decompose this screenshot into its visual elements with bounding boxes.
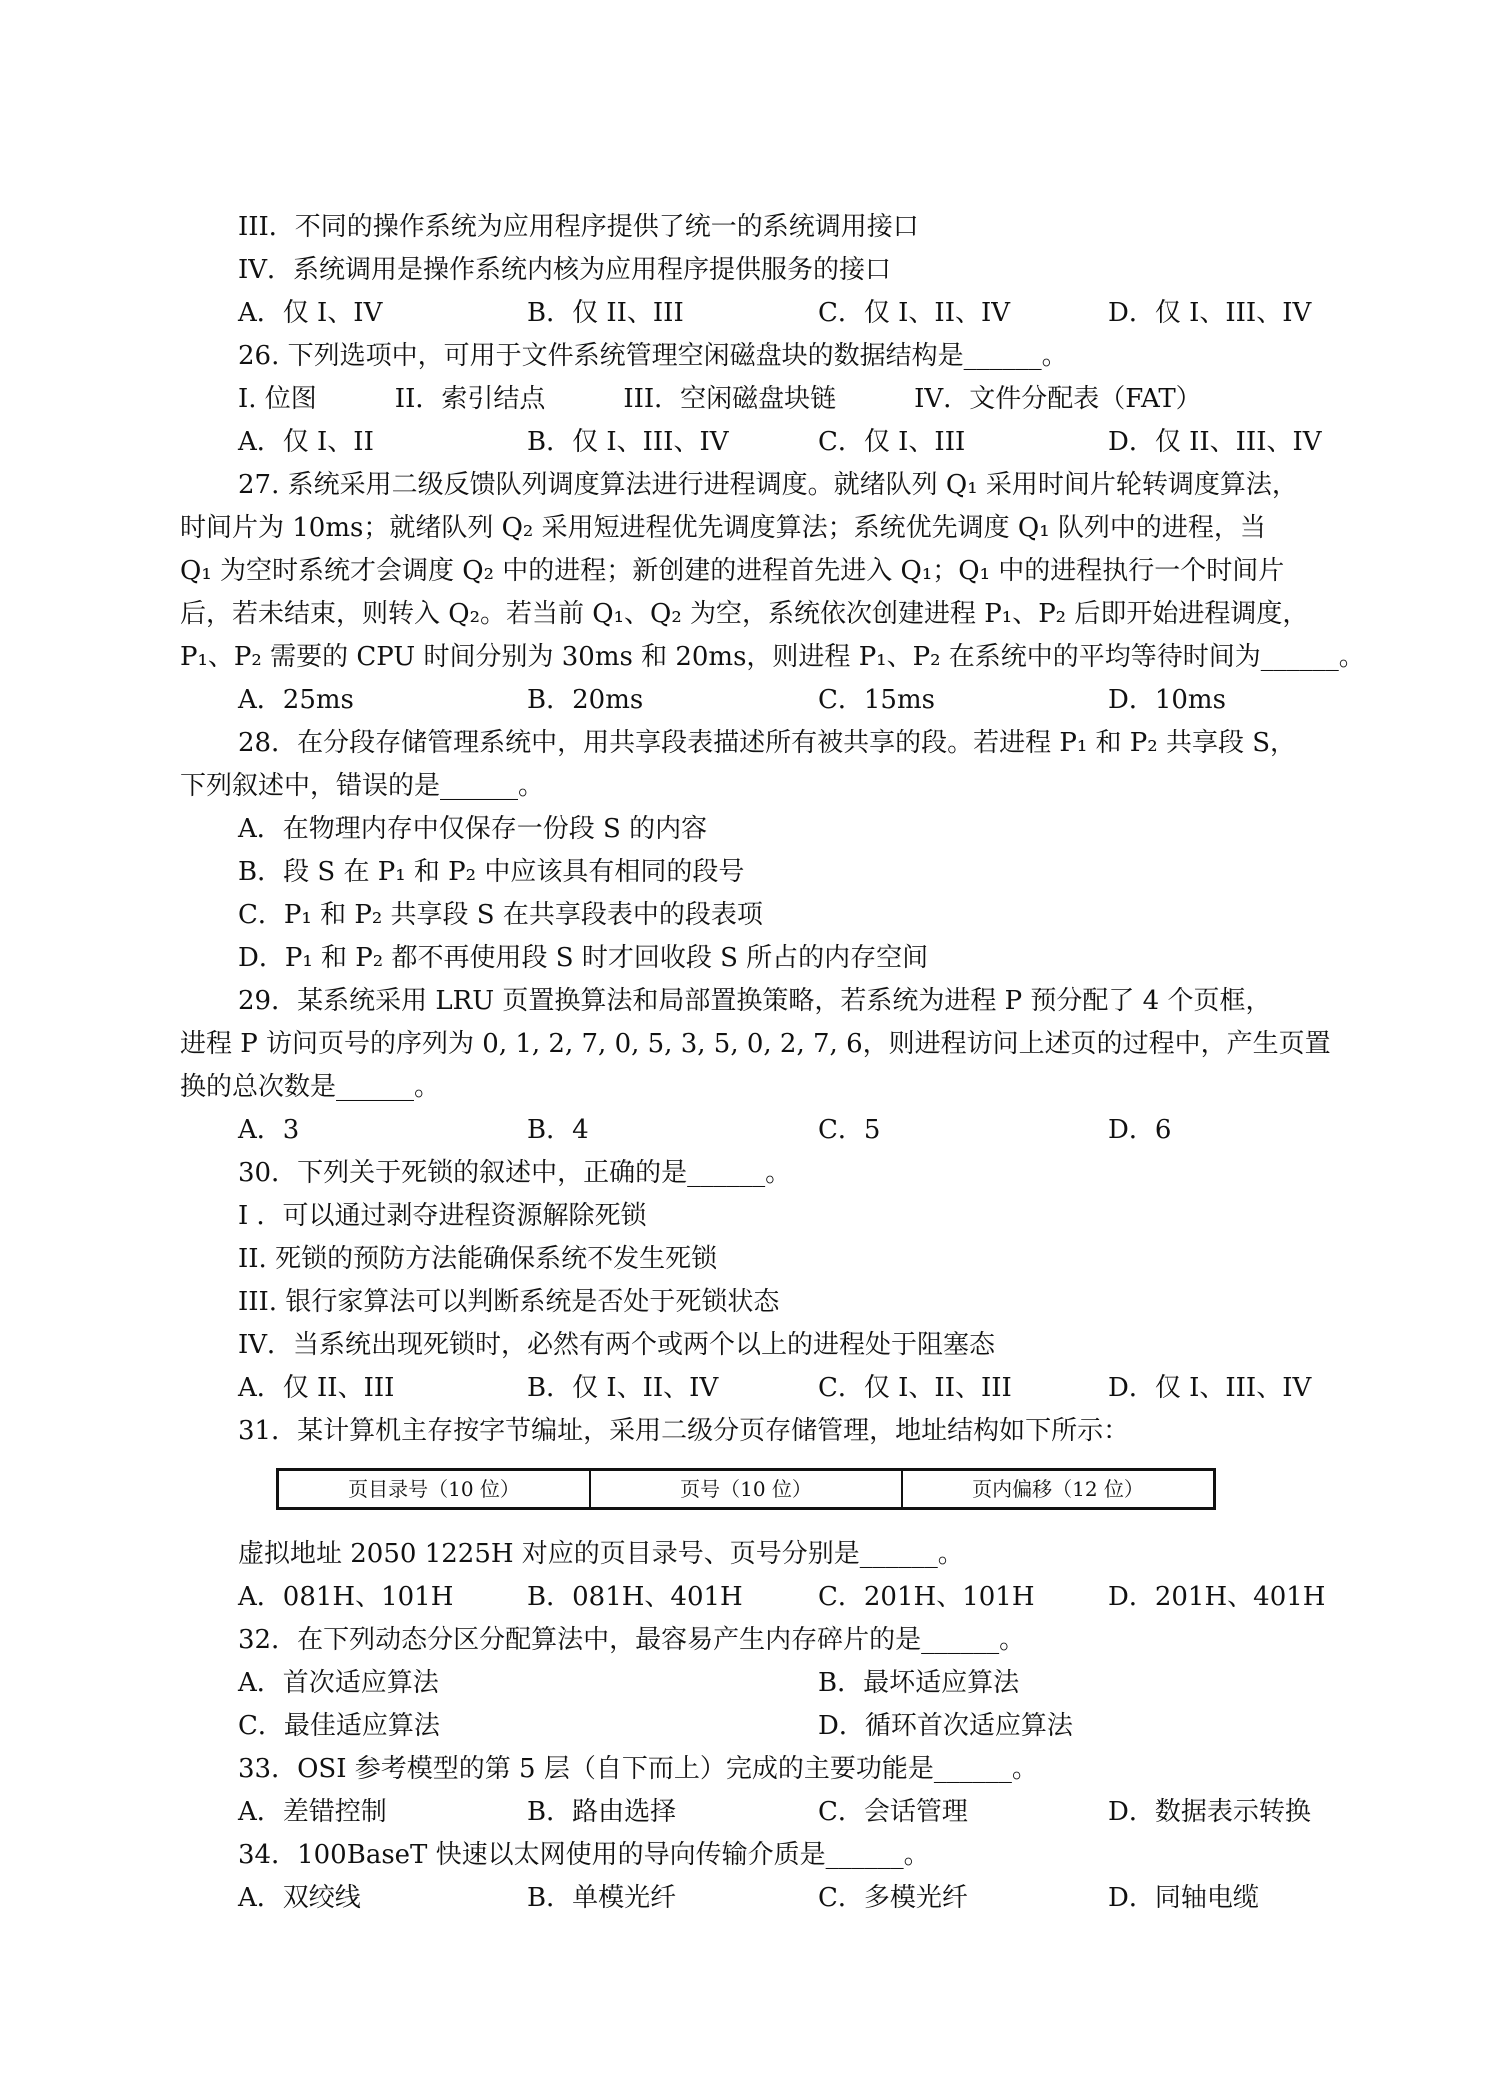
q30-item-iv: IV．当系统出现死锁时，必然有两个或两个以上的进程处于阻塞态: [238, 1330, 996, 1360]
q30-item-iii: III. 银行家算法可以判断系统是否处于死锁状态: [238, 1287, 780, 1317]
q27-option-a: A．25ms: [238, 685, 354, 715]
q32-option-d: D．循环首次适应算法: [818, 1711, 1073, 1741]
q30-option-d: D．仅 I、III、IV: [1108, 1373, 1312, 1403]
q27-option-c: C．15ms: [818, 685, 935, 715]
q29-option-d: D．6: [1108, 1115, 1172, 1145]
q25-option-c: C．仅 I、II、IV: [818, 298, 1011, 328]
q27-stem-1: 27. 系统采用二级反馈队列调度算法进行进程调度。就绪队列 Q₁ 采用时间片轮转调度算法，: [238, 470, 1298, 500]
q27-stem-3: Q₁ 为空时系统才会调度 Q₂ 中的进程；新创建的进程首先进入 Q₁；Q₁ 中的进程执行一个时间片: [180, 556, 1285, 586]
q32-option-b: B．最坏适应算法: [818, 1668, 1020, 1698]
q33-option-a: A．差错控制: [238, 1797, 387, 1827]
q29-option-a: A．3: [238, 1115, 300, 1145]
q34-option-b: B．单模光纤: [527, 1883, 677, 1913]
address-structure-table: [276, 1468, 1216, 1510]
q30-option-a: A．仅 II、III: [238, 1373, 395, 1403]
q32-stem: 32．在下列动态分区分配算法中，最容易产生内存碎片的是______。: [238, 1625, 1026, 1655]
q34-stem: 34．100BaseT 快速以太网使用的导向传输介质是______。: [238, 1840, 930, 1870]
q27-option-b: B．20ms: [527, 685, 644, 715]
q32-option-a: A．首次适应算法: [238, 1668, 439, 1698]
q25-option-b: B．仅 II、III: [527, 298, 684, 328]
statement-iii: III．不同的操作系统为应用程序提供了统一的系统调用接口: [238, 212, 919, 242]
q29-stem-2: 进程 P 访问页号的序列为 0, 1, 2, 7, 0, 5, 3, 5, 0, 2, 7, 6，则进程访问上述页的过程中，产生页置: [180, 1029, 1331, 1059]
q32-option-c: C．最佳适应算法: [238, 1711, 440, 1741]
q30-option-b: B．仅 I、II、IV: [527, 1373, 719, 1403]
statement-iv: IV．系统调用是操作系统内核为应用程序提供服务的接口: [238, 255, 892, 285]
q31-stem-2: 虚拟地址 2050 1225H 对应的页目录号、页号分别是______。: [238, 1539, 964, 1569]
q25-option-a: A．仅 I、IV: [238, 298, 383, 328]
q30-option-c: C．仅 I、II、III: [818, 1373, 1012, 1403]
q29-option-b: B．4: [527, 1115, 589, 1145]
q29-option-c: C．5: [818, 1115, 881, 1145]
q34-option-a: A．双绞线: [238, 1883, 361, 1913]
q28-option-a: A．在物理内存中仅保存一份段 S 的内容: [238, 814, 708, 844]
q34-option-c: C．多模光纤: [818, 1883, 968, 1913]
page-directory-cell: 页目录号（10 位）: [279, 1471, 591, 1507]
q33-option-b: B．路由选择: [527, 1797, 677, 1827]
q27-option-d: D．10ms: [1108, 685, 1226, 715]
q27-stem-4: 后，若未结束，则转入 Q₂。若当前 Q₁、Q₂ 为空，系统依次创建进程 P₁、P₂ 后即开始进程调度，: [180, 599, 1309, 629]
q29-stem-1: 29．某系统采用 LRU 页置换算法和局部置换策略，若系统为进程 P 预分配了 4 个页框，: [238, 986, 1272, 1016]
q30-item-i: I ．可以通过剥夺进程资源解除死锁: [238, 1201, 647, 1231]
q33-stem: 33．OSI 参考模型的第 5 层（自下而上）完成的主要功能是______。: [238, 1754, 1038, 1784]
q28-stem-1: 28．在分段存储管理系统中，用共享段表描述所有被共享的段。若进程 P₁ 和 P₂ 共享段 S，: [238, 728, 1297, 758]
q31-option-c: C．201H、101H: [818, 1582, 1035, 1612]
q31-option-d: D．201H、401H: [1108, 1582, 1326, 1612]
q29-stem-3: 换的总次数是______。: [180, 1072, 441, 1102]
q26-stem: 26. 下列选项中，可用于文件系统管理空闲磁盘块的数据结构是______。: [238, 341, 1068, 371]
q28-option-d: D．P₁ 和 P₂ 都不再使用段 S 时才回收段 S 所占的内存空间: [238, 943, 929, 973]
q27-stem-5: P₁、P₂ 需要的 CPU 时间分别为 30ms 和 20ms，则进程 P₁、P₂ 在系统中的平均等待时间为______。: [180, 642, 1365, 672]
q33-option-c: C．会话管理: [818, 1797, 968, 1827]
q28-stem-2: 下列叙述中，错误的是______。: [180, 771, 545, 801]
q30-item-ii: II. 死锁的预防方法能确保系统不发生死锁: [238, 1244, 718, 1274]
q26-option-d: D．仅 II、III、IV: [1108, 427, 1322, 457]
q26-option-c: C．仅 I、III: [818, 427, 966, 457]
q26-items: I. 位图 II．索引结点 III．空闲磁盘块链 IV．文件分配表（FAT）: [238, 384, 1202, 414]
page-number-cell: 页号（10 位）: [591, 1471, 903, 1507]
q26-option-a: A．仅 I、II: [238, 427, 374, 457]
q33-option-d: D．数据表示转换: [1108, 1797, 1311, 1827]
q27-stem-2: 时间片为 10ms；就绪队列 Q₂ 采用短进程优先调度算法；系统优先调度 Q₁ 队列中的进程，当: [180, 513, 1266, 543]
q31-stem: 31．某计算机主存按字节编址，采用二级分页存储管理，地址结构如下所示：: [238, 1416, 1130, 1446]
q28-option-b: B．段 S 在 P₁ 和 P₂ 中应该具有相同的段号: [238, 857, 745, 887]
page-offset-cell: 页内偏移（12 位）: [972, 1477, 1144, 1501]
q30-stem: 30．下列关于死锁的叙述中，正确的是______。: [238, 1158, 792, 1188]
q31-option-a: A．081H、101H: [238, 1582, 454, 1612]
q26-option-b: B．仅 I、III、IV: [527, 427, 729, 457]
q28-option-c: C．P₁ 和 P₂ 共享段 S 在共享段表中的段表项: [238, 900, 763, 930]
q34-option-d: D．同轴电缆: [1108, 1883, 1259, 1913]
q31-option-b: B．081H、401H: [527, 1582, 743, 1612]
q25-option-d: D．仅 I、III、IV: [1108, 298, 1312, 328]
